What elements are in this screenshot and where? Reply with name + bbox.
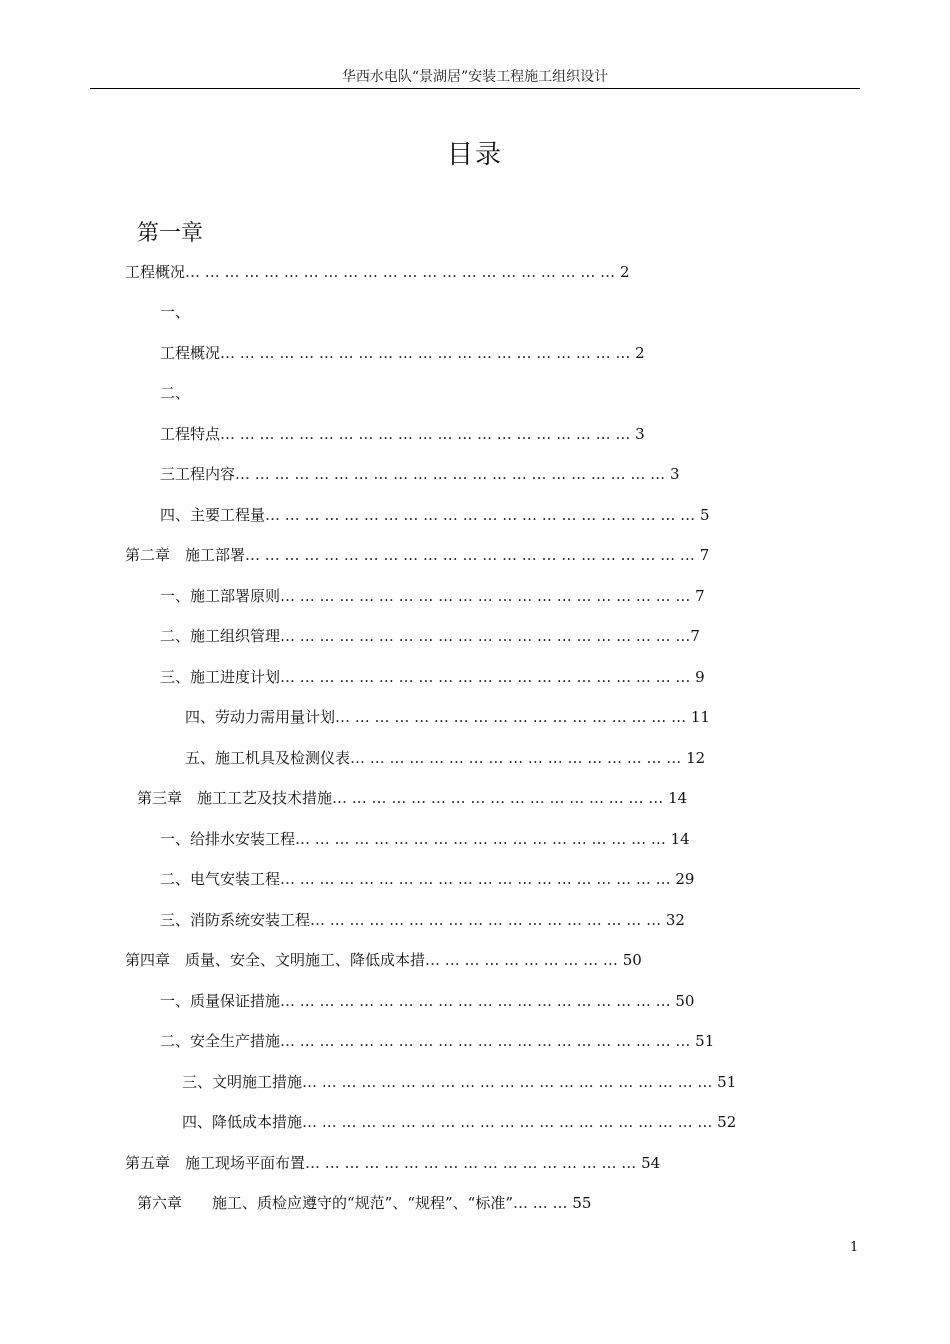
toc-page-number: 50	[675, 992, 695, 1010]
toc-entry-title: 四、劳动力需用量计划	[185, 708, 336, 726]
toc-entry-title: 三工程内容	[160, 465, 236, 483]
toc-entry[interactable]	[125, 262, 629, 282]
toc-page-number: 7	[695, 587, 705, 605]
page-header: 华西水电队“景湖居”安装工程施工组织设计	[341, 69, 609, 85]
toc-entry[interactable]	[160, 343, 645, 363]
toc-leader-dots: … … … … … … … … … … … … … … … … … … … …	[280, 870, 671, 888]
toc-entry[interactable]	[160, 302, 190, 322]
toc-entry[interactable]	[160, 829, 690, 849]
toc-page-number: 5	[699, 506, 710, 524]
toc-page-number: 54	[641, 1154, 661, 1172]
toc-entry-title: 工程概况	[125, 263, 186, 281]
toc-entry-title: 四、主要工程量	[160, 506, 266, 524]
toc-leader-dots: … … … … … … … … … … … … … … … … … … … … …	[302, 1113, 713, 1131]
toc-entry[interactable]	[125, 545, 709, 565]
toc-page-number: 55	[572, 1194, 592, 1212]
toc-entry-title: 一、	[160, 303, 191, 321]
toc-page-number: 29	[675, 870, 695, 888]
toc-entry[interactable]	[160, 383, 190, 403]
toc-leader-dots: … … … … … … … … … …	[425, 951, 618, 969]
toc-entry[interactable]	[137, 1193, 591, 1213]
chapter-heading: 第一章	[137, 221, 204, 246]
toc-entry[interactable]	[160, 869, 694, 889]
toc-page-number: 50	[622, 951, 642, 969]
toc-entry[interactable]	[137, 788, 687, 808]
toc-entry[interactable]	[125, 1153, 660, 1173]
document-title: 目录	[446, 140, 503, 170]
toc-entry[interactable]	[160, 667, 705, 687]
toc-leader-dots: … … … … … … … … … … … … … … … … … … … … … … …	[245, 546, 695, 564]
toc-entry-title: 三、文明施工措施	[182, 1073, 303, 1091]
toc-entry-title: 五、施工机具及检测仪表	[185, 749, 351, 767]
toc-entry-title: 三、消防系统安装工程	[160, 911, 311, 929]
toc-leader-dots: … … … … … … … … … … … … … … … … … … … … …	[280, 627, 691, 645]
toc-entry[interactable]	[160, 586, 705, 606]
toc-leader-dots: … … … … … … … … … … … … … … … … … … … … …	[280, 1032, 691, 1050]
toc-leader-dots: … … … … … … … … … … … … … … … … … … … … … …	[265, 506, 696, 524]
toc-entry-title: 二、电气安装工程	[160, 870, 281, 888]
toc-entry-title: 一、质量保证措施	[160, 992, 281, 1010]
toc-page-number: 9	[695, 668, 705, 686]
toc-leader-dots: … … … … … … … … … … … … … … … … … … … … …	[220, 344, 631, 362]
toc-page-number: 7	[699, 546, 710, 564]
toc-entry[interactable]	[160, 464, 679, 484]
toc-entry-title: 工程特点	[160, 425, 221, 443]
toc-page-number: 11	[690, 708, 710, 726]
toc-leader-dots: … … … … … … … … … … … … … … … … … … … … …	[280, 668, 691, 686]
toc-page-number: 32	[665, 911, 685, 929]
toc-entry-title: 二、安全生产措施	[160, 1032, 281, 1050]
toc-page-number: 14	[670, 830, 690, 848]
toc-entry-title: 三、施工进度计划	[160, 668, 281, 686]
toc-entry-title: 二、	[160, 384, 191, 402]
toc-leader-dots: … … … … … … … … … … … … … … … … … …	[310, 911, 662, 929]
page-number: 1	[850, 1240, 859, 1255]
toc-leader-dots: … … … … … … … … … … … … … … … … … … … … … …	[235, 465, 666, 483]
toc-entry[interactable]	[160, 910, 685, 930]
toc-entry-title: 第五章 施工现场平面布置	[125, 1154, 306, 1172]
toc-page-number: 14	[668, 789, 688, 807]
toc-page-number: 7	[690, 627, 700, 645]
toc-leader-dots: … … … … … … … … … … … … … … … … …	[350, 749, 682, 767]
toc-entry-title: 四、降低成本措施	[182, 1113, 303, 1131]
toc-leader-dots: … … … … … … … … … … … … … … … … … …	[335, 708, 687, 726]
toc-entry[interactable]	[182, 1072, 736, 1092]
toc-page-number: 2	[635, 344, 645, 362]
toc-entry-title: 工程概况	[160, 344, 221, 362]
toc-entry[interactable]	[125, 950, 642, 970]
toc-leader-dots: … … … … … … … … … … … … … … … … … … … … …	[302, 1073, 713, 1091]
toc-leader-dots: … … … … … … … … … … … … … … … … … … … … … …	[185, 263, 616, 281]
toc-page-number: 12	[686, 749, 706, 767]
toc-leader-dots: … … … … … … … … … … … … … … … … … … … … …	[280, 587, 691, 605]
toc-page-number: 51	[717, 1073, 737, 1091]
toc-entry[interactable]	[182, 1112, 736, 1132]
toc-entry[interactable]	[160, 1031, 714, 1051]
toc-entry[interactable]	[160, 505, 709, 525]
toc-page-number: 52	[717, 1113, 737, 1131]
toc-leader-dots: … … … … … … … … … … … … … … … … … … …	[295, 830, 666, 848]
toc-leader-dots: … … …	[513, 1194, 568, 1212]
toc-page-number: 2	[619, 263, 630, 281]
toc-entry[interactable]	[185, 748, 705, 768]
toc-page-number: 3	[669, 465, 680, 483]
toc-entry-title: 一、给排水安装工程	[160, 830, 296, 848]
toc-entry[interactable]	[160, 626, 700, 646]
header-divider	[90, 88, 860, 89]
toc-leader-dots: … … … … … … … … … … … … … … … … … … … … …	[220, 425, 631, 443]
toc-entry[interactable]	[185, 707, 710, 727]
toc-entry[interactable]	[160, 991, 694, 1011]
toc-leader-dots: … … … … … … … … … … … … … … … … …	[305, 1154, 637, 1172]
toc-entry-title: 第六章 施工、质检应遵守的“规范”、“规程”、“标准”	[137, 1194, 514, 1212]
toc-entry-title: 第四章 质量、安全、文明施工、降低成本措	[125, 951, 426, 969]
toc-entry-title: 第二章 施工部署	[125, 546, 246, 564]
toc-entry[interactable]	[160, 424, 645, 444]
toc-page-number: 51	[695, 1032, 715, 1050]
toc-page-number: 3	[635, 425, 645, 443]
toc-entry-title: 二、施工组织管理	[160, 627, 281, 645]
toc-entry-title: 第三章 施工工艺及技术措施	[137, 789, 333, 807]
toc-entry-title: 一、施工部署原则	[160, 587, 281, 605]
toc-leader-dots: … … … … … … … … … … … … … … … … …	[332, 789, 664, 807]
toc-leader-dots: … … … … … … … … … … … … … … … … … … … …	[280, 992, 671, 1010]
